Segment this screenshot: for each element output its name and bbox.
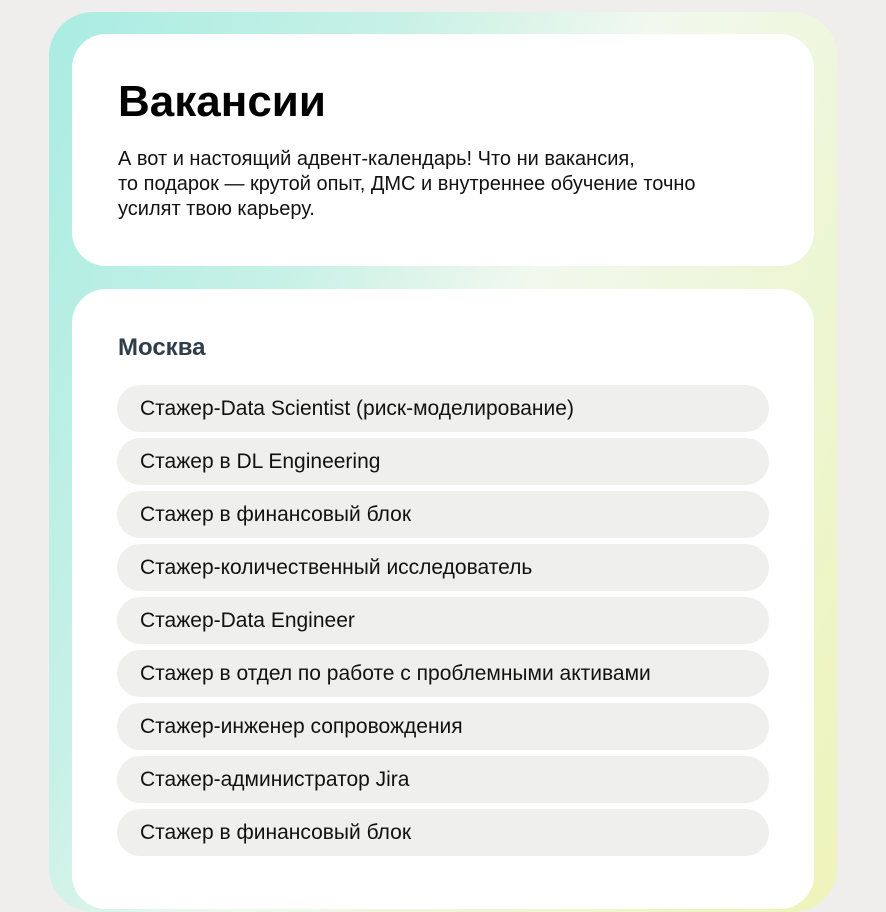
intro-text-line-3: усилят твою карьеру.	[118, 198, 315, 220]
vacancy-item[interactable]: Стажер-администратор Jira	[117, 756, 769, 803]
vacancy-item[interactable]: Стажер в финансовый блок	[117, 491, 769, 538]
vacancy-item[interactable]: Стажер в финансовый блок	[117, 809, 769, 856]
vacancy-item[interactable]: Стажер в отдел по работе с проблемными активами	[117, 650, 769, 697]
vacancy-item[interactable]: Стажер-инженер сопровождения	[117, 703, 769, 750]
vacancy-item[interactable]: Стажер в DL Engineering	[117, 438, 769, 485]
vacancy-item[interactable]: Стажер-Data Engineer	[117, 597, 769, 644]
city-heading: Москва	[118, 334, 206, 361]
vacancy-item[interactable]: Стажер-количественный исследователь	[117, 544, 769, 591]
intro-card	[72, 34, 814, 266]
page-title: Вакансии	[118, 77, 326, 126]
vacancy-item[interactable]: Стажер-Data Scientist (риск-моделирование)	[117, 385, 769, 432]
intro-text-line-1: А вот и настоящий адвент-календарь! Что ни вакансия,	[118, 148, 635, 170]
intro-text-line-2: то подарок — крутой опыт, ДМС и внутреннее обучение точно	[118, 173, 696, 195]
vacancy-list	[117, 385, 769, 862]
intro-text	[118, 147, 778, 222]
vacancies-card	[72, 289, 814, 909]
